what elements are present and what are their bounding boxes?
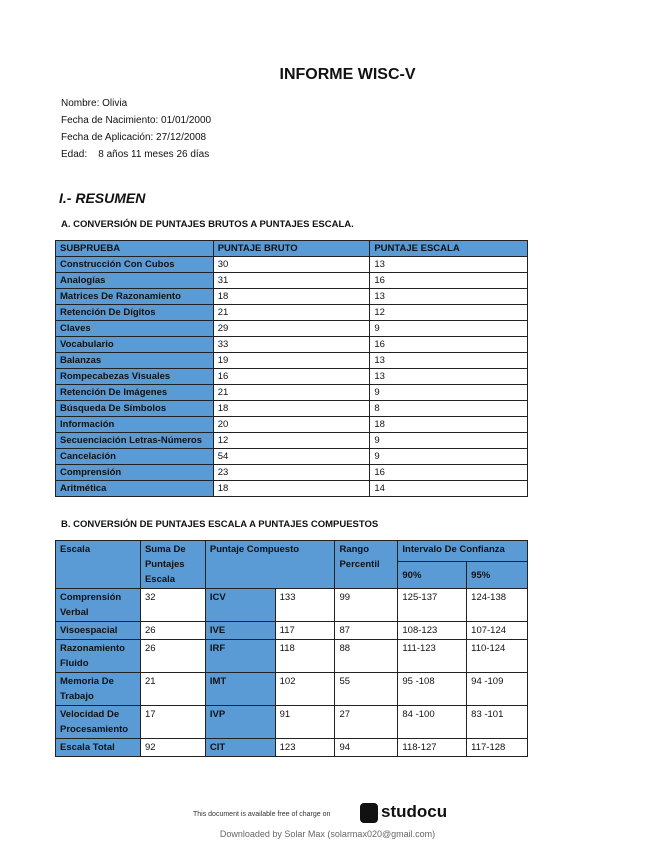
composite-score: 133: [275, 589, 335, 622]
header-escala: Escala: [56, 541, 141, 589]
scale-name: Visoespacial: [56, 622, 141, 640]
raw-score: 18: [213, 401, 370, 417]
header-90: 90%: [398, 562, 467, 589]
scale-name: Razonamiento Fluido: [56, 640, 141, 673]
index-code: IVP: [205, 706, 275, 739]
header-row: [56, 541, 528, 562]
table-row: [56, 589, 528, 622]
scaled-score: 13: [370, 369, 528, 385]
table-row: [56, 273, 528, 289]
sum-scaled: 17: [140, 706, 205, 739]
subtest-name: Información: [56, 417, 214, 433]
subtest-name: Aritmética: [56, 481, 214, 497]
table-row: [56, 640, 528, 673]
scaled-score: 13: [370, 289, 528, 305]
table-row: [56, 433, 528, 449]
percentile: 94: [335, 739, 398, 757]
table-row: [56, 481, 528, 497]
page-title: INFORME WISC-V: [279, 66, 416, 83]
download-note: Downloaded by Solar Max (solarmax020@gmail.com): [219, 829, 436, 839]
sum-scaled: 26: [140, 622, 205, 640]
sum-scaled: 32: [140, 589, 205, 622]
raw-score: 29: [213, 321, 370, 337]
percentile: 87: [335, 622, 398, 640]
table-row: [56, 673, 528, 706]
composite-score: 123: [275, 739, 335, 757]
raw-score: 21: [213, 305, 370, 321]
table-row: [56, 289, 528, 305]
scaled-score: 9: [370, 449, 528, 465]
ci-95: 94 -109: [467, 673, 528, 706]
ci-95: 110-124: [467, 640, 528, 673]
table-row: [56, 369, 528, 385]
composite-score: 117: [275, 622, 335, 640]
scale-name: Comprensión Verbal: [56, 589, 141, 622]
studocu-logo-icon: [360, 803, 378, 823]
scale-name: Escala Total: [56, 739, 141, 757]
raw-score: 18: [213, 481, 370, 497]
scaled-score: 16: [370, 337, 528, 353]
scaled-score: 16: [370, 465, 528, 481]
composite-scores-table: [55, 540, 528, 757]
ci-95: 124-138: [467, 589, 528, 622]
table-row: [56, 401, 528, 417]
column-header: PUNTAJE ESCALA: [370, 241, 528, 257]
subtest-name: Secuenciación Letras-Números: [56, 433, 214, 449]
table-row: [56, 449, 528, 465]
raw-score: 23: [213, 465, 370, 481]
table-row: [56, 465, 528, 481]
ci-90: 84 -100: [398, 706, 467, 739]
raw-score: 19: [213, 353, 370, 369]
availability-note: This document is available free of charge on: [193, 811, 331, 818]
percentile: 27: [335, 706, 398, 739]
index-code: ICV: [205, 589, 275, 622]
header-compuesto: Puntaje Compuesto: [205, 541, 335, 589]
name-line: Nombre: Olivia: [61, 98, 128, 109]
raw-score: 33: [213, 337, 370, 353]
subtest-name: Comprensión: [56, 465, 214, 481]
sum-scaled: 92: [140, 739, 205, 757]
table-row: [56, 622, 528, 640]
sum-scaled: 21: [140, 673, 205, 706]
subtest-name: Cancelación: [56, 449, 214, 465]
ci-95: 107-124: [467, 622, 528, 640]
scaled-score: 18: [370, 417, 528, 433]
scale-name: Memoria De Trabajo: [56, 673, 141, 706]
scaled-score: 13: [370, 353, 528, 369]
column-header: PUNTAJE BRUTO: [213, 241, 370, 257]
application-date-line: Fecha de Aplicación: 27/12/2008: [61, 132, 207, 143]
ci-90: 95 -108: [398, 673, 467, 706]
scaled-score: 9: [370, 321, 528, 337]
percentile: 99: [335, 589, 398, 622]
ci-95: 117-128: [467, 739, 528, 757]
raw-score: 54: [213, 449, 370, 465]
raw-score: 18: [213, 289, 370, 305]
age-line: Edad: 8 años 11 meses 26 días: [61, 149, 210, 160]
ci-90: 118-127: [398, 739, 467, 757]
scaled-score: 14: [370, 481, 528, 497]
header-row: [56, 241, 528, 257]
studocu-logo[interactable]: [360, 802, 447, 823]
raw-to-scaled-table: [55, 240, 528, 497]
percentile: 88: [335, 640, 398, 673]
subtest-name: Búsqueda De Símbolos: [56, 401, 214, 417]
ci-90: 108-123: [398, 622, 467, 640]
index-code: IRF: [205, 640, 275, 673]
table-row: [56, 706, 528, 739]
subtest-name: Claves: [56, 321, 214, 337]
column-header: SUBPRUEBA: [56, 241, 214, 257]
subtest-name: Matrices De Razonamiento: [56, 289, 214, 305]
percentile: 55: [335, 673, 398, 706]
subtest-name: Analogías: [56, 273, 214, 289]
table-row: [56, 305, 528, 321]
raw-score: 31: [213, 273, 370, 289]
scaled-score: 9: [370, 385, 528, 401]
raw-score: 30: [213, 257, 370, 273]
raw-score: 20: [213, 417, 370, 433]
table-row: [56, 417, 528, 433]
table-row: [56, 353, 528, 369]
index-code: IVE: [205, 622, 275, 640]
birthdate-line: Fecha de Nacimiento: 01/01/2000: [61, 115, 212, 126]
composite-score: 118: [275, 640, 335, 673]
table-row: [56, 337, 528, 353]
raw-score: 12: [213, 433, 370, 449]
table-b-title: B. CONVERSIÓN DE PUNTAJES ESCALA A PUNTAJES COMPUESTOS: [61, 519, 379, 530]
scale-name: Velocidad De Procesamiento: [56, 706, 141, 739]
header-95: 95%: [467, 562, 528, 589]
scaled-score: 13: [370, 257, 528, 273]
scaled-score: 12: [370, 305, 528, 321]
ci-95: 83 -101: [467, 706, 528, 739]
scaled-score: 9: [370, 433, 528, 449]
raw-score: 21: [213, 385, 370, 401]
composite-score: 102: [275, 673, 335, 706]
table-a-title: A. CONVERSIÓN DE PUNTAJES BRUTOS A PUNTAJES ESCALA.: [61, 219, 354, 230]
ci-90: 111-123: [398, 640, 467, 673]
subtest-name: Retención De Dígitos: [56, 305, 214, 321]
table-row: [56, 739, 528, 757]
index-code: CIT: [205, 739, 275, 757]
table-row: [56, 257, 528, 273]
table-row: [56, 321, 528, 337]
composite-score: 91: [275, 706, 335, 739]
logo-text: studocu: [381, 802, 448, 821]
scaled-score: 16: [370, 273, 528, 289]
subtest-name: Retención De Imágenes: [56, 385, 214, 401]
subtest-name: Vocabulario: [56, 337, 214, 353]
table-row: [56, 385, 528, 401]
section-heading: I.- RESUMEN: [59, 190, 146, 206]
sum-scaled: 26: [140, 640, 205, 673]
header-percentil: Rango Percentil: [335, 541, 398, 589]
header-intervalo: Intervalo De Confianza: [398, 541, 528, 562]
subtest-name: Construcción Con Cubos: [56, 257, 214, 273]
subtest-name: Rompecabezas Visuales: [56, 369, 214, 385]
scaled-score: 8: [370, 401, 528, 417]
index-code: IMT: [205, 673, 275, 706]
ci-90: 125-137: [398, 589, 467, 622]
subtest-name: Balanzas: [56, 353, 214, 369]
raw-score: 16: [213, 369, 370, 385]
header-suma: Suma De Puntajes Escala: [140, 541, 205, 589]
